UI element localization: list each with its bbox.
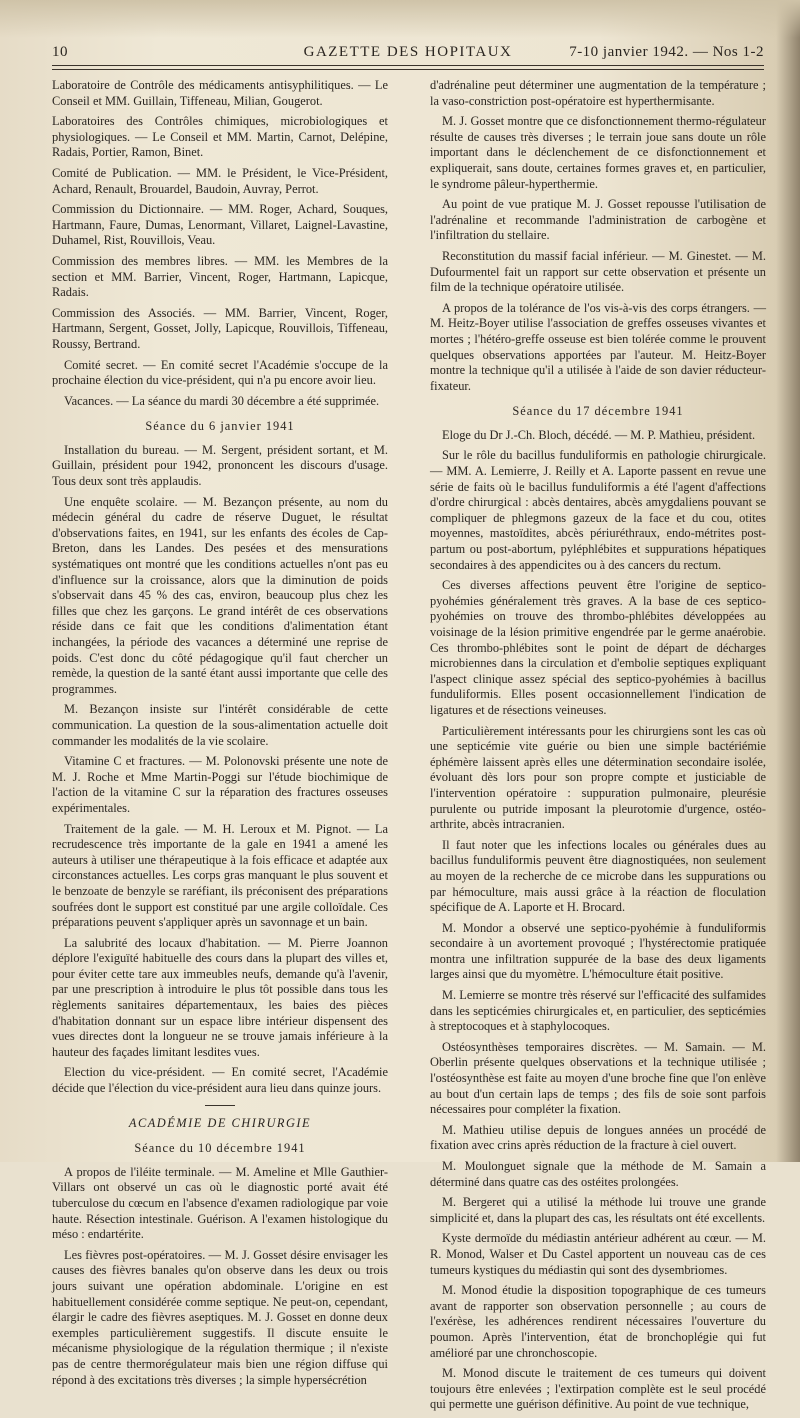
paragraph: Ces diverses affections peuvent être l'origine de septico-pyohémies généralement très graves. A la base de ces septico-pyohémies on trouve des thrombo-phlébites développées au voisinage de la lésion primitive engendrée par le germe anaérobie. Ces thrombo-phlébites sont le point de départ de décharges microbiennes dans la circulation et d'embolie septiques expliquant l'aspect clinique assez spécial des septico-pyohémies à bacillus funduliformis. Elles posent occasionnellement l'indication de ligatures et de résections veineuses. (430, 578, 766, 717)
paragraph: Laboratoires des Contrôles chimiques, microbiologiques et physiologiques. — Le Conseil et MM. Martin, Carnot, Delépine, Radais, Portier, Ramon, Binet. (52, 114, 388, 160)
paragraph: Il faut noter que les infections locales ou générales dues au bacillus funduliformis peuvent être diagnostiquées, non seulement au moyen de la recherche de ce microbe dans les suppurations ou par hémoculture, mais aussi grâce à la réaction de floculation spécifique de A. Laporte et H. Brocard. (430, 837, 766, 915)
paragraph: Installation du bureau. — M. Sergent, président sortant, et M. Guillain, président pour 1942, prononcent les discours d'usage. Tous deux sont très applaudis. (52, 442, 388, 489)
paragraph: M. Bezançon insiste sur l'intérêt considérable de cette communication. La question de la sous-alimentation actuelle doit commander les modalités de la vie scolaire. (52, 702, 388, 748)
page-number: 10 (52, 44, 68, 60)
page-header (52, 44, 764, 64)
paragraph: Eloge du Dr J.-Ch. Bloch, décédé. — M. P. Mathieu, président. (442, 427, 756, 442)
paragraph: Vacances. — La séance du mardi 30 décembre a été supprimée. (64, 393, 380, 408)
paragraph: Vitamine C et fractures. — M. Polonovski présente une note de M. J. Roche et Mme Martin-Poggi sur l'étude biochimique de l'action de la vitamine C sur la réparation des fractures osseuses expérimentales. (52, 754, 388, 815)
paragraph: M. Lemierre se montre très réservé sur l'efficacité des sulfamides dans les septicémies chirurgicales et, en particulier, des septicémies à streptocoques et à staphylocoques. (430, 988, 766, 1034)
paragraph: Comité de Publication. — MM. le Président, le Vice-Président, Achard, Renault, Brouardel, Baudoin, Auvray, Perrot. (52, 165, 388, 196)
paragraph: Comité secret. — En comité secret l'Académie s'occupe de la prochaine élection du vice-président, qui n'a pu encore avoir lieu. (52, 357, 388, 388)
paragraph: M. Bergeret qui a utilisé la méthode lui trouve une grande simplicité et, dans la plupart des cas, les résultats ont été excellents. (430, 1195, 766, 1225)
paragraph: Kyste dermoïde du médiastin antérieur adhérent au cœur. — M. R. Monod, Walser et Du Castel apportent un nouveau cas de ces tumeurs kystiques du médiastin qui sont des dysembriomes. (430, 1231, 766, 1277)
paragraph: Sur le rôle du bacillus funduliformis en pathologie chirurgicale. — MM. A. Lemierre, J. Reilly et A. Laporte passent en revue une série de faits où le bacillus funduliformis a été l'agent d'affections d'ordre chirurgical : abcès dentaires, abcès amygdaliens pouvant se compliquer de phlegmons gazeux de la face et du cou, otites moyennes, mastoïdites, abcès périuréthraux, endo-métrites post-partum ou post-abortum, pyléphlébites et suppurations hépatiques secondaires à des appendicites ou à des cancers du rectum. (430, 448, 766, 572)
issue-date: 7-10 janvier 1942. — Nos 1-2 (569, 44, 764, 60)
paragraph: La salubrité des locaux d'habitation. — M. Pierre Joannon déplore l'exiguïté habituelle des cours dans la plupart des villes et, pour éviter cette tare aux immeubles neufs, demande qu'à l'avenir, par une prescription à introduire le plus tôt possible dans tous les règlements sanitaires départementaux, les baies des pièces d'habitation donnant sur un espace libre intérieur dispensent des vues directes dont la longueur ne se trouve jamais inférieure à la hauteur des façades limitant lesdites vues. (52, 935, 388, 1059)
session-heading: Séance du 17 décembre 1941 (512, 404, 684, 419)
paragraph: Laboratoire de Contrôle des médicaments antisyphilitiques. — Le Conseil et MM. Guillain, Tiffeneau, Milian, Gougerot. (52, 78, 388, 108)
paragraph: Au point de vue pratique M. J. Gosset repousse l'utilisation de l'adrénaline et recommande l'administration de carbogène et l'infiltration du stellaire. (430, 197, 766, 243)
paragraph: Traitement de la gale. — M. H. Leroux et M. Pignot. — La recrudescence très importante de la gale en 1941 a amené les auteurs à utiliser une thérapeutique à la fois efficace et adaptée aux circonstances actuelles. Les corps gras manquant le plus souvent et le benzoate de benzyle se raréfiant, ils préconisent des préparations soufrées dont le support est constitué par une argile colloïdale. Ces préparations peuvent s'appliquer après un savonnage et un bain. (52, 821, 388, 930)
left-column (52, 78, 388, 1393)
paragraph: M. Mathieu utilise depuis de longues années un procédé de fixation avec crins après réduction de la fracture à ciel ouvert. (430, 1122, 766, 1153)
paragraph: Commission du Dictionnaire. — MM. Roger, Achard, Souques, Hartmann, Faure, Dumas, Lenormant, Villaret, Laignel-Lavastine, Duhamel, Rist, Rouvillois, Veau. (52, 202, 388, 248)
paragraph: Reconstitution du massif facial inférieur. — M. Ginestet. — M. Dufourmentel fait un rapport sur cette observation et présente un film de la technique opératoire utilisée. (430, 248, 766, 295)
journal-title: GAZETTE DES HOPITAUX (303, 44, 513, 60)
paragraph: M. Mondor a observé une septico-pyohémie à funduliformis secondaire à un avortement provoqué ; l'hystérectomie pratiquée montra une infiltration suppurée de la base des deux ligaments larges ainsi que du myomètre. L'hémoculture était positive. (430, 920, 766, 982)
header-rule (52, 65, 764, 66)
paragraph: M. Monod étudie la disposition topographique de ces tumeurs avant de rapporter son observation personnelle ; au cours de l'exérèse, les adhérences rendirent nécessaires l'ouverture du poumon. Après l'intervention, état de bronchoplégie qui fut amélioré par une chronchoscopie. (430, 1283, 766, 1360)
section-separator (205, 1105, 235, 1106)
session-heading: Séance du 6 janvier 1941 (145, 419, 295, 434)
right-column (430, 78, 766, 1418)
paragraph: A propos de la tolérance de l'os vis-à-vis des corps étrangers. — M. Heitz-Boyer utilise l'association de greffes osseuses vivantes et mortes ; l'hétéro-greffe osseuse est bien tolérée comme le prouvent quelques observations apportées par l'auteur. M. Heitz-Boyer montre la technique qu'il a utilisée à l'aide de son davier réducteur-fixateur. (430, 300, 766, 393)
paragraph: M. Moulonguet signale que la méthode de M. Samain a déterminé dans quatre cas des ostéites prolongées. (430, 1159, 766, 1189)
paragraph: Election du vice-président. — En comité secret, l'Académie décide que l'élection du vice-président aura lieu dans quinze jours. (52, 1065, 388, 1096)
paragraph: Commission des membres libres. — MM. les Membres de la section et MM. Barrier, Vincent, Roger, Hartmann, Lapicque, Radais. (52, 253, 388, 300)
paragraph: A propos de l'iléite terminale. — M. Ameline et Mlle Gauthier-Villars ont observé un cas où le diagnostic porté avait été tuberculose du cœcum en l'absence d'examen radiologique par voie haute. Résection intestinale. Guérison. A l'examen histologique du méso : endartérite. (52, 1164, 388, 1242)
paragraph: Commission des Associés. — MM. Barrier, Vincent, Roger, Hartmann, Sergent, Gosset, Jolly, Lapicque, Rouvillois, Tiffeneau, Roussy, Bertrand. (52, 305, 388, 351)
paragraph: Ostéosynthèses temporaires discrètes. — M. Samain. — M. Oberlin présente quelques observations et la technique utilisée ; l'ostéosynthèse est faite au moyen d'une broche fine que l'on enlève au bout d'un certain laps de temps ; des fils de soie sont parfois nécessaires pour compléter la fixation. (430, 1039, 766, 1117)
session-heading: Séance du 10 décembre 1941 (134, 1141, 306, 1156)
paragraph: M. J. Gosset montre que ce disfonctionnement thermo-régulateur résulte de causes très diverses ; le terrain joue sans doute un rôle important dans le déclenchement de ce disfonctionnement et expliquerait, sans doute, certaines formes graves et, en particulier, le syndrome pâleur-hyperthermie. (430, 114, 766, 191)
paragraph: M. Monod discute le traitement de ces tumeurs qui doivent toujours être enlevées ; l'extirpation complète est le seul procédé qui permette une guérison définitive. Au point de vue technique, (430, 1366, 766, 1412)
paragraph: d'adrénaline peut déterminer une augmentation de la température ; la vaso-constriction post-opératoire est hyperthermisante. (430, 78, 766, 108)
paragraph: Une enquête scolaire. — M. Bezançon présente, au nom du médecin général du cadre de réserve Duguet, le résultat d'observations faites, en 1941, sur les enfants des écoles de Cap-Breton, dans les Landes. Des pesées et des mensurations systématiques ont montré que les conditions actuelles n'ont pas eu d'influence sur la croissance, alors que la diminution de poids s'observait dans 45 % des cas, environ, beaucoup plus chez les filles que chez les garçons. Le grand intérêt de ces observations réside dans ce fait que les conditions d'alimentation étant inchangées, la période des vacances a déterminé une reprise de poids. C'est donc du côté pédagogique qu'il faut chercher un remède, la question de la santé étant aussi importante que celle des programmes. (52, 494, 388, 696)
page-top-shadow (0, 0, 800, 38)
paragraph: Les fièvres post-opératoires. — M. J. Gosset désire envisager les causes des fièvres banales qu'on observe dans les deux ou trois jours suivant une opération abdominale. L'origine en est habituellement considérée comme septique. Ne peut-on, cependant, élargir le cadre des fièvres aseptiques. M. J. Gosset en donne deux exemples particulièrement suggestifs. Il discute ensuite le mécanisme physiologique de la régulation thermique ; il n'existe pas de centre thermorégulateur mais bien une région diffuse qui répond à des excitations très diverses ; la simple hypersécrétion (52, 1247, 388, 1387)
section-title: ACADÉMIE DE CHIRURGIE (128, 1115, 312, 1130)
header-rule-double (52, 69, 764, 70)
paragraph: Particulièrement intéressants pour les chirurgiens sont les cas où une septicémie vite guérie ou bien une simple bactériémie éphémère laissent après elles une détermination secondaire isolée, évoluant dès lors pour son propre compte et justiciable de l'intervention opératoire : suppuration pulmonaire, pleurésie purulente ou putride imposant la pleurotomie d'urgence, ostéo-arthrite, abcès intracranien. (430, 723, 766, 832)
